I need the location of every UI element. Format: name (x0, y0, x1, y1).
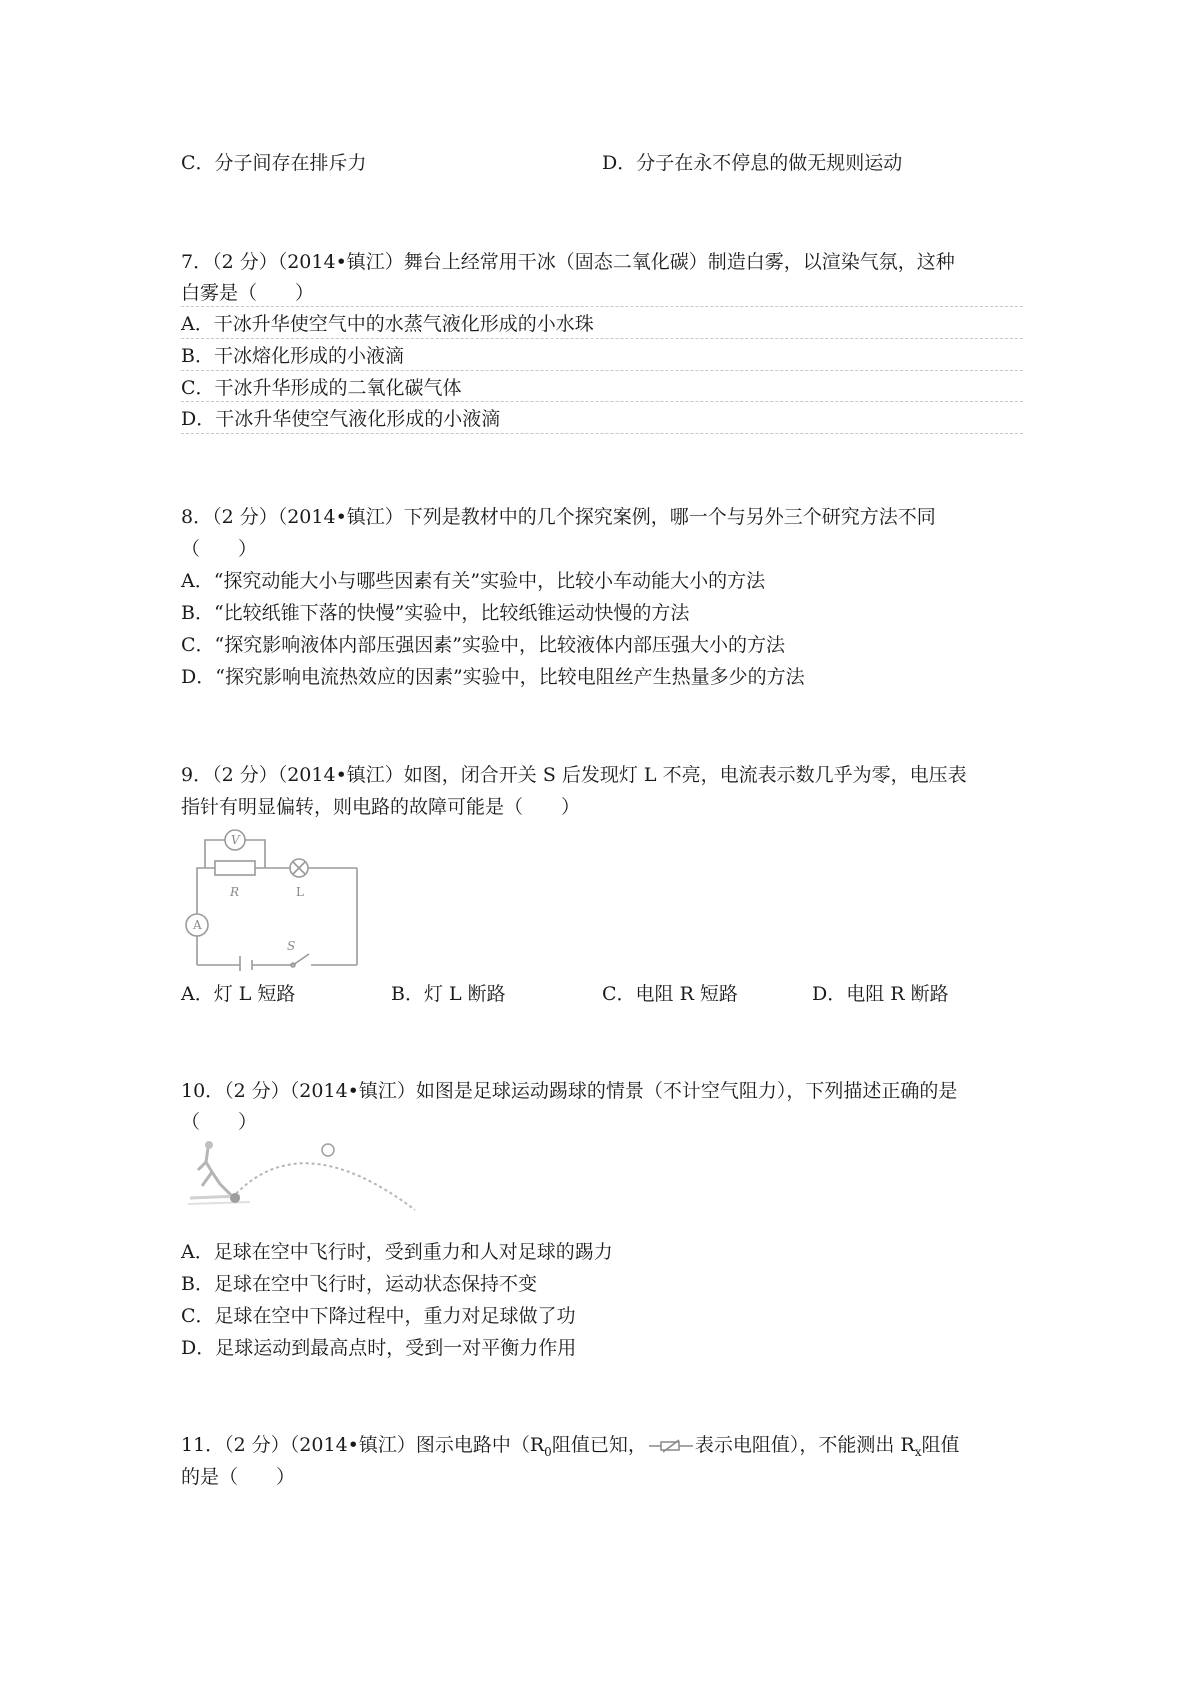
q9-stem-line1: 9．（2 分）（2014•镇江）如图，闭合开关 S 后发现灯 L 不亮，电流表示数几乎为零，电压表 (181, 764, 967, 786)
q11-stem-line1 (181, 1430, 959, 1459)
q9-option-c: C．电阻 R 短路 (602, 983, 738, 1005)
q11-stem-part4: 阻值 (921, 1434, 960, 1456)
q10-stem-line1: 10．（2 分）（2014•镇江）如图是足球运动踢球的情景（不计空气阻力），下列描述正确的是 (181, 1080, 958, 1102)
voltmeter-label: V (231, 833, 240, 847)
q8-option-d: D．“探究影响电流热效应的因素”实验中，比较电阻丝产生热量多少的方法 (181, 666, 805, 688)
q11-stem-part3: 表示电阻值），不能测出 R (694, 1434, 915, 1456)
lamp-label: L (296, 885, 304, 899)
q8-option-a: A．“探究动能大小与哪些因素有关”实验中，比较小车动能大小的方法 (181, 570, 766, 592)
q10-option-d: D．足球运动到最高点时，受到一对平衡力作用 (181, 1337, 577, 1359)
q11-stem-part1: 11．（2 分）（2014•镇江）图示电路中（R (181, 1434, 545, 1456)
q7-rule (181, 433, 1023, 434)
q10-option-b: B．足球在空中飞行时，运动状态保持不变 (181, 1273, 537, 1295)
ball-apex-icon (322, 1144, 334, 1156)
q7-option-c: C．干冰升华形成的二氧化碳气体 (181, 377, 462, 399)
r0-subscript: 0 (544, 1444, 552, 1459)
q8-option-b: B．“比较纸锥下落的快慢”实验中，比较纸锥运动快慢的方法 (181, 602, 690, 624)
q7-option-d: D．干冰升华使空气液化形成的小液滴 (181, 408, 501, 430)
switch-label: S (287, 939, 296, 953)
q11-stem-line2: 的是（ ） (181, 1466, 296, 1488)
q9-stem-line2: 指针有明显偏转，则电路的故障可能是（ ） (181, 796, 581, 818)
q11-stem-part2: 阻值已知， (551, 1434, 647, 1456)
q6-option-c: C．分子间存在排斥力 (181, 152, 367, 174)
q8-stem-line1: 8．（2 分）（2014•镇江）下列是教材中的几个探究案例，哪一个与另外三个研究方法不同 (181, 506, 936, 528)
resistance-box-icon (649, 1439, 693, 1453)
rx-subscript: x (914, 1444, 922, 1459)
ball-launch-icon (230, 1193, 240, 1203)
football-kick-figure (180, 1138, 420, 1218)
q7-rule (181, 401, 1023, 402)
circuit-diagram (175, 826, 365, 971)
q9-option-d: D．电阻 R 断路 (812, 983, 949, 1005)
q7-option-a: A．干冰升华使空气中的水蒸气液化形成的小水珠 (181, 313, 594, 335)
q9-option-b: B．灯 L 断路 (391, 983, 506, 1005)
q7-rule (181, 370, 1023, 371)
q8-stem-line2: （ ） (181, 538, 258, 560)
ammeter-label: A (193, 918, 202, 932)
q7-stem-line1: 7．（2 分）（2014•镇江）舞台上经常用干冰（固态二氧化碳）制造白雾，以渲染气氛，这种 (181, 251, 955, 273)
q9-option-a: A．灯 L 短路 (181, 983, 296, 1005)
q10-option-a: A．足球在空中飞行时，受到重力和人对足球的踢力 (181, 1241, 613, 1263)
q10-stem-line2: （ ） (181, 1111, 258, 1133)
resistor-label: R (230, 885, 240, 899)
q7-rule (181, 338, 1023, 339)
q7-rule (181, 306, 1023, 307)
q7-stem-line2: 白雾是（ ） (181, 282, 315, 304)
q8-option-c: C．“探究影响液体内部压强因素”实验中，比较液体内部压强大小的方法 (181, 634, 785, 656)
q6-option-d: D．分子在永不停息的做无规则运动 (602, 152, 903, 174)
q10-option-c: C．足球在空中下降过程中，重力对足球做了功 (181, 1305, 576, 1327)
q7-option-b: B．干冰熔化形成的小液滴 (181, 345, 404, 367)
